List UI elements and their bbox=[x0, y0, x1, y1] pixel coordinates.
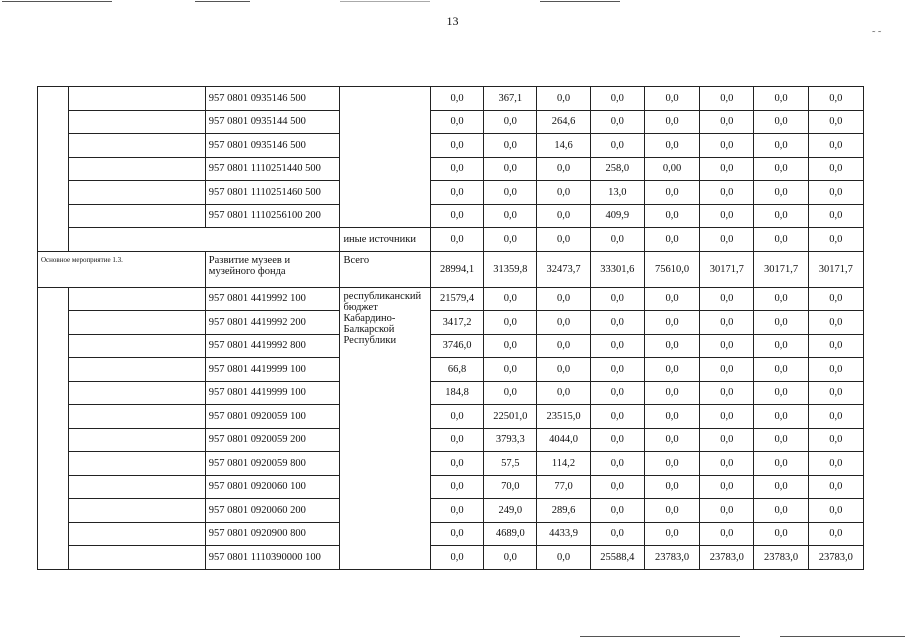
value-cell: 0,0 bbox=[590, 87, 644, 111]
table-row bbox=[38, 87, 864, 111]
source-cell-empty bbox=[340, 87, 430, 228]
value-cell: 0,00 bbox=[644, 157, 699, 181]
value-cell: 0,0 bbox=[754, 110, 808, 134]
code-cell: 957 0801 4419992 100 bbox=[205, 287, 340, 311]
value-cell: 0,0 bbox=[754, 134, 808, 158]
value-cell: 0,0 bbox=[754, 452, 808, 476]
value-cell: 0,0 bbox=[537, 311, 590, 335]
table-row bbox=[38, 405, 864, 429]
value-cell: 66,8 bbox=[430, 358, 483, 382]
code-cell: 957 0801 0920059 100 bbox=[205, 405, 340, 429]
table-row bbox=[38, 452, 864, 476]
value-cell: 0,0 bbox=[808, 452, 863, 476]
measure-name: Развитие музеев и музейного фонда bbox=[205, 251, 340, 287]
value-cell: 0,0 bbox=[754, 228, 808, 252]
scan-line-top-2 bbox=[195, 1, 250, 2]
table-row bbox=[38, 181, 864, 205]
value-cell: 0,0 bbox=[430, 475, 483, 499]
value-cell: 0,0 bbox=[644, 405, 699, 429]
blank-cell bbox=[69, 134, 206, 158]
value-cell: 0,0 bbox=[590, 110, 644, 134]
value-cell: 57,5 bbox=[484, 452, 537, 476]
value-cell: 0,0 bbox=[590, 452, 644, 476]
value-cell: 0,0 bbox=[644, 475, 699, 499]
blank-cell bbox=[69, 546, 206, 570]
table-row bbox=[38, 546, 864, 570]
value-cell: 0,0 bbox=[808, 499, 863, 523]
code-cell: 957 0801 4419992 800 bbox=[205, 334, 340, 358]
value-cell: 0,0 bbox=[537, 358, 590, 382]
value-cell: 0,0 bbox=[484, 134, 537, 158]
value-cell: 23515,0 bbox=[537, 405, 590, 429]
code-cell: 957 0801 4419992 200 bbox=[205, 311, 340, 335]
value-cell: 0,0 bbox=[537, 204, 590, 228]
value-cell: 0,0 bbox=[430, 522, 483, 546]
value-cell: 33301,6 bbox=[590, 251, 644, 287]
table-row bbox=[38, 134, 864, 158]
value-cell: 0,0 bbox=[808, 287, 863, 311]
source-cell: иные источники bbox=[340, 228, 430, 252]
source-cell: республиканский бюджет Кабардино-Балкарской Республики bbox=[340, 287, 430, 569]
value-cell: 0,0 bbox=[808, 157, 863, 181]
value-cell: 0,0 bbox=[590, 334, 644, 358]
value-cell: 21579,4 bbox=[430, 287, 483, 311]
value-cell: 0,0 bbox=[430, 204, 483, 228]
value-cell: 0,0 bbox=[590, 522, 644, 546]
value-cell: 0,0 bbox=[590, 228, 644, 252]
code-cell: 957 0801 0920060 200 bbox=[205, 499, 340, 523]
blank-cell bbox=[69, 204, 206, 228]
value-cell: 0,0 bbox=[430, 499, 483, 523]
blank-cell bbox=[69, 157, 206, 181]
blank-cell bbox=[69, 405, 206, 429]
blank-cell bbox=[69, 181, 206, 205]
scan-line-bottom-2 bbox=[780, 636, 905, 637]
blank-cell bbox=[69, 428, 206, 452]
value-cell: 0,0 bbox=[700, 428, 754, 452]
value-cell: 75610,0 bbox=[644, 251, 699, 287]
value-cell: 14,6 bbox=[537, 134, 590, 158]
value-cell: 0,0 bbox=[808, 181, 863, 205]
value-cell: 0,0 bbox=[484, 358, 537, 382]
table-row bbox=[38, 381, 864, 405]
value-cell: 0,0 bbox=[644, 311, 699, 335]
code-cell: 957 0801 0920059 800 bbox=[205, 452, 340, 476]
blank-cell bbox=[38, 287, 69, 569]
value-cell: 0,0 bbox=[537, 157, 590, 181]
page-number: 13 bbox=[446, 14, 459, 28]
value-cell: 0,0 bbox=[700, 381, 754, 405]
code-cell: 957 0801 0935146 500 bbox=[205, 87, 340, 111]
scan-speck: ˜ ˜ bbox=[872, 30, 882, 41]
value-cell: 0,0 bbox=[590, 134, 644, 158]
value-cell: 0,0 bbox=[590, 287, 644, 311]
value-cell: 0,0 bbox=[644, 181, 699, 205]
code-cell: 957 0801 1110251440 500 bbox=[205, 157, 340, 181]
table-row bbox=[38, 110, 864, 134]
value-cell: 0,0 bbox=[484, 157, 537, 181]
value-cell: 0,0 bbox=[484, 181, 537, 205]
value-cell: 0,0 bbox=[537, 334, 590, 358]
value-cell: 0,0 bbox=[430, 157, 483, 181]
value-cell: 0,0 bbox=[644, 428, 699, 452]
table-row bbox=[38, 204, 864, 228]
value-cell: 0,0 bbox=[430, 87, 483, 111]
blank-cell bbox=[69, 228, 340, 252]
value-cell: 0,0 bbox=[590, 358, 644, 382]
code-cell: 957 0801 4419999 100 bbox=[205, 381, 340, 405]
value-cell: 264,6 bbox=[537, 110, 590, 134]
scan-line-bottom-1 bbox=[580, 636, 740, 637]
value-cell: 0,0 bbox=[754, 157, 808, 181]
value-cell: 30171,7 bbox=[808, 251, 863, 287]
table-row bbox=[38, 157, 864, 181]
value-cell: 0,0 bbox=[700, 110, 754, 134]
value-cell: 23783,0 bbox=[754, 546, 808, 570]
code-cell: 957 0801 0935146 500 bbox=[205, 134, 340, 158]
code-cell: 957 0801 1110256100 200 bbox=[205, 204, 340, 228]
value-cell: 0,0 bbox=[754, 381, 808, 405]
blank-cell bbox=[69, 499, 206, 523]
value-cell: 30171,7 bbox=[700, 251, 754, 287]
value-cell: 0,0 bbox=[644, 358, 699, 382]
scan-line-top-1 bbox=[2, 1, 112, 2]
value-cell: 289,6 bbox=[537, 499, 590, 523]
value-cell: 0,0 bbox=[537, 381, 590, 405]
value-cell: 32473,7 bbox=[537, 251, 590, 287]
value-cell: 0,0 bbox=[700, 499, 754, 523]
value-cell: 0,0 bbox=[430, 546, 483, 570]
value-cell: 0,0 bbox=[808, 381, 863, 405]
scan-line-top-4 bbox=[540, 1, 620, 2]
value-cell: 0,0 bbox=[700, 405, 754, 429]
value-cell: 0,0 bbox=[430, 134, 483, 158]
value-cell: 0,0 bbox=[644, 287, 699, 311]
blank-cell bbox=[69, 358, 206, 382]
value-cell: 3793,3 bbox=[484, 428, 537, 452]
blank-cell bbox=[69, 87, 206, 111]
value-cell: 0,0 bbox=[644, 499, 699, 523]
value-cell: 0,0 bbox=[430, 428, 483, 452]
value-cell: 0,0 bbox=[537, 287, 590, 311]
value-cell: 0,0 bbox=[754, 405, 808, 429]
value-cell: 0,0 bbox=[700, 228, 754, 252]
value-cell: 28994,1 bbox=[430, 251, 483, 287]
value-cell: 0,0 bbox=[644, 381, 699, 405]
blank-cell bbox=[69, 287, 206, 311]
value-cell: 0,0 bbox=[644, 204, 699, 228]
value-cell: 0,0 bbox=[430, 405, 483, 429]
value-cell: 0,0 bbox=[754, 428, 808, 452]
table-row bbox=[38, 522, 864, 546]
value-cell: 31359,8 bbox=[484, 251, 537, 287]
value-cell: 0,0 bbox=[808, 522, 863, 546]
value-cell: 184,8 bbox=[430, 381, 483, 405]
value-cell: 0,0 bbox=[808, 228, 863, 252]
value-cell: 0,0 bbox=[484, 110, 537, 134]
value-cell: 0,0 bbox=[590, 311, 644, 335]
value-cell: 0,0 bbox=[700, 311, 754, 335]
table-row bbox=[38, 499, 864, 523]
value-cell: 0,0 bbox=[700, 87, 754, 111]
budget-table bbox=[37, 86, 864, 570]
table-row bbox=[38, 311, 864, 335]
value-cell: 0,0 bbox=[808, 87, 863, 111]
table-row bbox=[38, 287, 864, 311]
value-cell: 0,0 bbox=[700, 134, 754, 158]
value-cell: 0,0 bbox=[537, 181, 590, 205]
value-cell: 0,0 bbox=[644, 334, 699, 358]
value-cell: 0,0 bbox=[754, 204, 808, 228]
value-cell: 0,0 bbox=[808, 334, 863, 358]
value-cell: 0,0 bbox=[590, 381, 644, 405]
value-cell: 0,0 bbox=[700, 334, 754, 358]
value-cell: 0,0 bbox=[808, 110, 863, 134]
value-cell: 0,0 bbox=[644, 110, 699, 134]
table-row bbox=[38, 358, 864, 382]
value-cell: 0,0 bbox=[484, 381, 537, 405]
value-cell: 0,0 bbox=[537, 228, 590, 252]
value-cell: 0,0 bbox=[700, 157, 754, 181]
value-cell: 30171,7 bbox=[754, 251, 808, 287]
code-cell: 957 0801 0920059 200 bbox=[205, 428, 340, 452]
value-cell: 0,0 bbox=[484, 546, 537, 570]
value-cell: 409,9 bbox=[590, 204, 644, 228]
value-cell: 23783,0 bbox=[644, 546, 699, 570]
value-cell: 23783,0 bbox=[700, 546, 754, 570]
value-cell: 0,0 bbox=[700, 475, 754, 499]
value-cell: 114,2 bbox=[537, 452, 590, 476]
table-row bbox=[38, 428, 864, 452]
code-cell: 957 0801 1110251460 500 bbox=[205, 181, 340, 205]
value-cell: 249,0 bbox=[484, 499, 537, 523]
value-cell: 0,0 bbox=[590, 475, 644, 499]
code-cell: 957 0801 0935144 500 bbox=[205, 110, 340, 134]
value-cell: 25588,4 bbox=[590, 546, 644, 570]
value-cell: 0,0 bbox=[700, 287, 754, 311]
value-cell: 0,0 bbox=[754, 87, 808, 111]
table-row bbox=[38, 475, 864, 499]
value-cell: 367,1 bbox=[484, 87, 537, 111]
value-cell: 0,0 bbox=[644, 228, 699, 252]
value-cell: 77,0 bbox=[537, 475, 590, 499]
value-cell: 0,0 bbox=[644, 87, 699, 111]
blank-cell bbox=[69, 381, 206, 405]
value-cell: 0,0 bbox=[430, 181, 483, 205]
blank-cell bbox=[69, 311, 206, 335]
code-cell: 957 0801 1110390000 100 bbox=[205, 546, 340, 570]
value-cell: 0,0 bbox=[754, 358, 808, 382]
value-cell: 22501,0 bbox=[484, 405, 537, 429]
value-cell: 0,0 bbox=[644, 522, 699, 546]
value-cell: 0,0 bbox=[484, 287, 537, 311]
value-cell: 0,0 bbox=[754, 181, 808, 205]
value-cell: 0,0 bbox=[808, 428, 863, 452]
blank-cell bbox=[69, 452, 206, 476]
value-cell: 0,0 bbox=[644, 452, 699, 476]
value-cell: 0,0 bbox=[430, 110, 483, 134]
table-row bbox=[38, 251, 864, 287]
value-cell: 0,0 bbox=[590, 405, 644, 429]
blank-cell bbox=[69, 522, 206, 546]
value-cell: 0,0 bbox=[537, 546, 590, 570]
value-cell: 0,0 bbox=[754, 522, 808, 546]
blank-cell bbox=[69, 475, 206, 499]
value-cell: 0,0 bbox=[808, 358, 863, 382]
value-cell: 258,0 bbox=[590, 157, 644, 181]
value-cell: 0,0 bbox=[808, 311, 863, 335]
table-row bbox=[38, 228, 864, 252]
value-cell: 13,0 bbox=[590, 181, 644, 205]
value-cell: 23783,0 bbox=[808, 546, 863, 570]
value-cell: 0,0 bbox=[484, 228, 537, 252]
code-cell: 957 0801 4419999 100 bbox=[205, 358, 340, 382]
value-cell: 0,0 bbox=[754, 499, 808, 523]
value-cell: 0,0 bbox=[700, 452, 754, 476]
value-cell: 0,0 bbox=[484, 204, 537, 228]
value-cell: 0,0 bbox=[754, 475, 808, 499]
value-cell: 70,0 bbox=[484, 475, 537, 499]
blank-cell bbox=[69, 110, 206, 134]
value-cell: 0,0 bbox=[700, 181, 754, 205]
value-cell: 0,0 bbox=[430, 452, 483, 476]
value-cell: 0,0 bbox=[754, 287, 808, 311]
value-cell: 0,0 bbox=[700, 358, 754, 382]
value-cell: 4433,9 bbox=[537, 522, 590, 546]
value-cell: 4044,0 bbox=[537, 428, 590, 452]
value-cell: 0,0 bbox=[590, 428, 644, 452]
value-cell: 3746,0 bbox=[430, 334, 483, 358]
blank-cell bbox=[69, 334, 206, 358]
value-cell: 0,0 bbox=[700, 522, 754, 546]
code-cell: 957 0801 0920900 800 bbox=[205, 522, 340, 546]
value-cell: 0,0 bbox=[430, 228, 483, 252]
value-cell: 0,0 bbox=[484, 311, 537, 335]
value-cell: 0,0 bbox=[590, 499, 644, 523]
value-cell: 0,0 bbox=[808, 204, 863, 228]
total-label: Всего bbox=[340, 251, 430, 287]
code-cell: 957 0801 0920060 100 bbox=[205, 475, 340, 499]
table-row bbox=[38, 334, 864, 358]
value-cell: 0,0 bbox=[808, 405, 863, 429]
value-cell: 0,0 bbox=[754, 334, 808, 358]
measure-label: Основное мероприятие 1.3. bbox=[38, 251, 206, 287]
value-cell: 0,0 bbox=[700, 204, 754, 228]
value-cell: 0,0 bbox=[808, 475, 863, 499]
scan-line-top-3 bbox=[340, 1, 430, 2]
blank-cell bbox=[38, 87, 69, 252]
value-cell: 0,0 bbox=[808, 134, 863, 158]
value-cell: 0,0 bbox=[754, 311, 808, 335]
value-cell: 0,0 bbox=[484, 334, 537, 358]
value-cell: 0,0 bbox=[537, 87, 590, 111]
value-cell: 0,0 bbox=[644, 134, 699, 158]
value-cell: 3417,2 bbox=[430, 311, 483, 335]
value-cell: 4689,0 bbox=[484, 522, 537, 546]
